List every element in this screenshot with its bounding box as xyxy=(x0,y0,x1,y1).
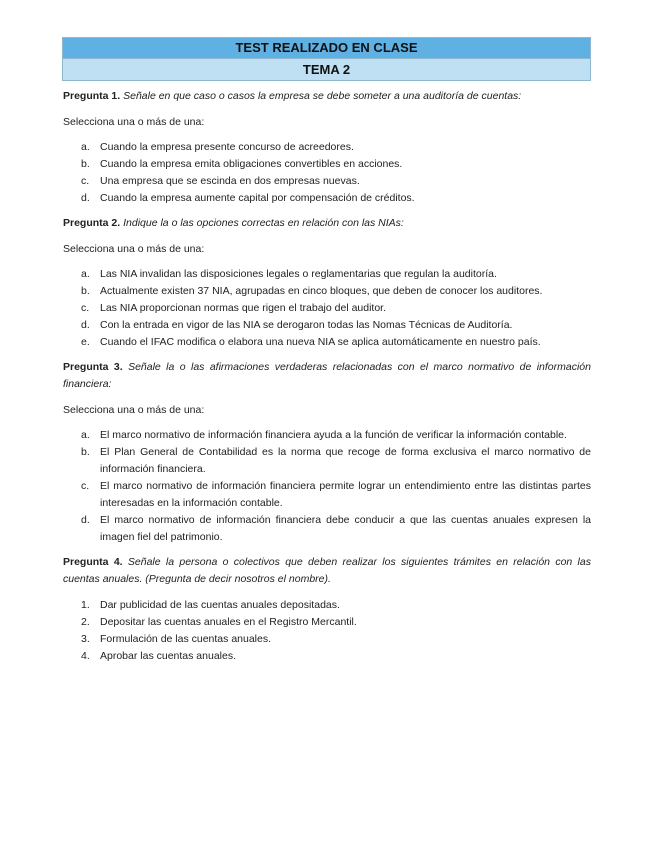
step-item xyxy=(63,614,591,631)
question-4 xyxy=(63,554,591,588)
step-text: Formulación de las cuentas anuales. xyxy=(100,633,272,645)
option-marker: d. xyxy=(81,192,90,204)
question-text: Señale la persona o colectivos que deben realizar los siguientes trámites en relación con las cuentas anuales. (Pregunta de decir nosotros el nombre). xyxy=(63,556,591,585)
option-marker: c. xyxy=(81,175,90,187)
option-marker: c. xyxy=(81,480,90,492)
option-text: El Plan General de Contabilidad es la norma que recoge de forma exclusiva el marco normativo de información financiera. xyxy=(100,446,591,475)
options-list xyxy=(63,139,591,207)
option-item xyxy=(63,190,591,207)
question-text: Indique la o las opciones correctas en relación con las NIAs: xyxy=(123,217,404,229)
option-item xyxy=(63,266,591,283)
option-text: Las NIA proporcionan normas que rigen el trabajo del auditor. xyxy=(100,302,387,314)
question-3 xyxy=(63,359,591,393)
option-item xyxy=(63,512,591,546)
option-marker: a. xyxy=(81,429,90,441)
option-marker: e. xyxy=(81,336,90,348)
option-item xyxy=(63,173,591,190)
question-label: Pregunta 3. xyxy=(63,361,123,373)
option-item xyxy=(63,444,591,478)
option-marker: a. xyxy=(81,141,90,153)
option-marker: d. xyxy=(81,514,90,526)
option-item xyxy=(63,300,591,317)
document-subtitle: TEMA 2 xyxy=(62,59,591,81)
step-text: Depositar las cuentas anuales en el Registro Mercantil. xyxy=(100,616,357,628)
option-marker: d. xyxy=(81,319,90,331)
document-header xyxy=(62,37,591,81)
option-marker: b. xyxy=(81,446,90,458)
option-item xyxy=(63,156,591,173)
steps-list xyxy=(63,597,591,665)
question-text: Señale la o las afirmaciones verdaderas relacionadas con el marco normativo de información financiera: xyxy=(63,361,591,390)
step-marker: 3. xyxy=(81,633,90,645)
question-1 xyxy=(63,88,591,105)
option-item xyxy=(63,334,591,351)
document-title: TEST REALIZADO EN CLASE xyxy=(62,37,591,59)
step-marker: 4. xyxy=(81,650,90,662)
option-text: El marco normativo de información financiera permite lograr un entendimiento entre las distintas partes interesadas en la información contable. xyxy=(100,480,591,509)
option-marker: b. xyxy=(81,158,90,170)
step-text: Dar publicidad de las cuentas anuales depositadas. xyxy=(100,599,340,611)
option-item xyxy=(63,139,591,156)
question-text: Señale en que caso o casos la empresa se debe someter a una auditoría de cuentas: xyxy=(123,90,522,102)
step-item xyxy=(63,648,591,665)
option-text: El marco normativo de información financiera ayuda a la función de verificar la información contable. xyxy=(100,429,567,441)
question-2 xyxy=(63,215,591,232)
option-text: Con la entrada en vigor de las NIA se derogaron todas las Nomas Técnicas de Auditoría. xyxy=(100,319,513,331)
option-text: Actualmente existen 37 NIA, agrupadas en cinco bloques, que deben de conocer los auditores. xyxy=(100,285,543,297)
question-label: Pregunta 2. xyxy=(63,217,121,229)
select-prompt: Selecciona una o más de una: xyxy=(63,116,205,128)
question-label: Pregunta 1. xyxy=(63,90,121,102)
option-text: Cuando la empresa aumente capital por compensación de créditos. xyxy=(100,192,415,204)
option-marker: c. xyxy=(81,302,90,314)
option-item xyxy=(63,317,591,334)
option-text: Cuando la empresa emita obligaciones convertibles en acciones. xyxy=(100,158,403,170)
step-item xyxy=(63,631,591,648)
step-marker: 2. xyxy=(81,616,90,628)
select-prompt: Selecciona una o más de una: xyxy=(63,243,205,255)
select-prompt: Selecciona una o más de una: xyxy=(63,404,205,416)
options-list xyxy=(63,266,591,351)
option-item xyxy=(63,283,591,300)
step-item xyxy=(63,597,591,614)
option-text: Cuando la empresa presente concurso de acreedores. xyxy=(100,141,354,153)
option-text: El marco normativo de información financiera debe conducir a que las cuentas anuales expresen la imagen fiel del patrimonio. xyxy=(100,514,591,543)
options-list xyxy=(63,427,591,546)
option-marker: a. xyxy=(81,268,90,280)
option-text: Una empresa que se escinda en dos empresas nuevas. xyxy=(100,175,360,187)
question-label: Pregunta 4. xyxy=(63,556,123,568)
option-text: Cuando el IFAC modifica o elabora una nueva NIA se aplica automáticamente en nuestro país. xyxy=(100,336,541,348)
step-text: Aprobar las cuentas anuales. xyxy=(100,650,237,662)
option-text: Las NIA invalidan las disposiciones legales o reglamentarias que regulan la auditoría. xyxy=(100,268,497,280)
option-item xyxy=(63,427,591,444)
document-body xyxy=(63,88,591,673)
step-marker: 1. xyxy=(81,599,90,611)
option-item xyxy=(63,478,591,512)
option-marker: b. xyxy=(81,285,90,297)
